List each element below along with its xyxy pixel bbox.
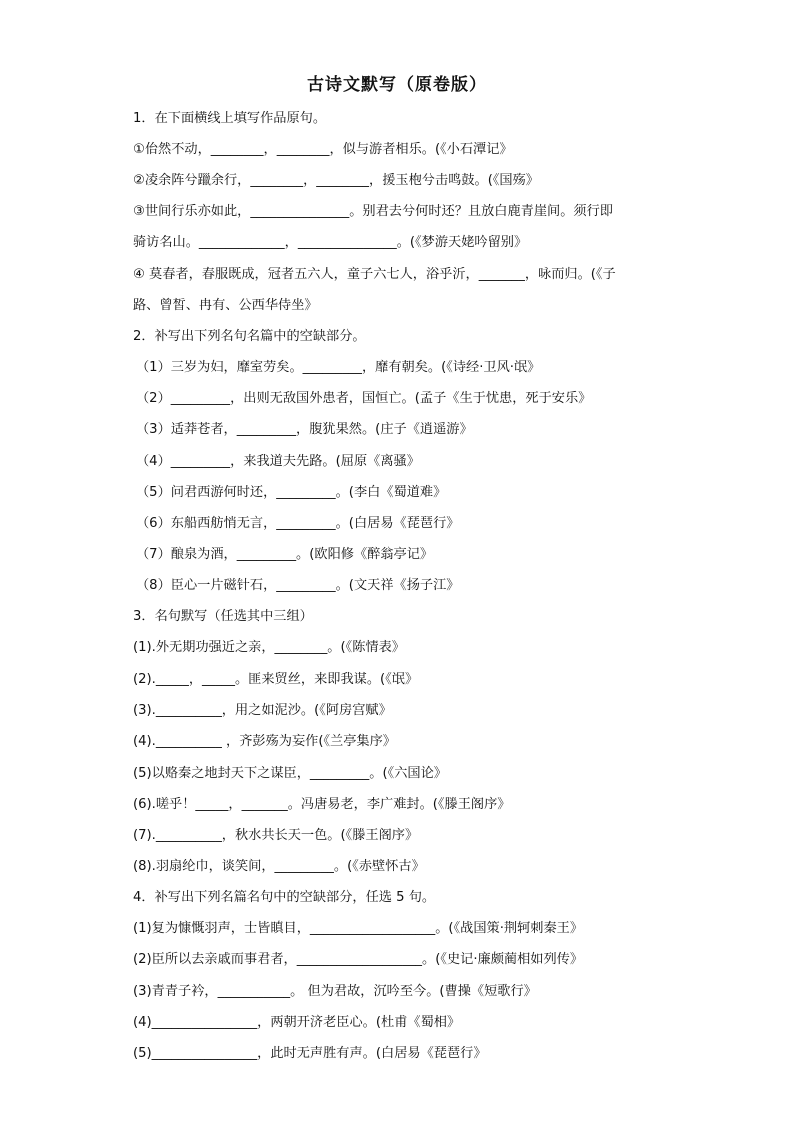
question-1-item-3: ③世间行乐亦如此，_______________。别君去兮何时还？且放白鹿青崖间。须行即 bbox=[133, 204, 613, 219]
question-4-item-3: (3)青青子衿，___________。 但为君故，沉吟至今。(曹操《短歌行》 bbox=[133, 984, 537, 999]
question-1-item-2: ②凌余阵兮躐余行，________，________，援玉枹兮击鸣鼓。(《国殇》 bbox=[133, 173, 539, 188]
question-1-item-1: ①佁然不动，________，________，似与游者相乐。(《小石潭记》 bbox=[133, 142, 513, 157]
question-4-item-5: (5)________________，此时无声胜有声。(白居易《琵琶行》 bbox=[133, 1046, 487, 1061]
question-2-heading: 2．补写出下列名句名篇中的空缺部分。 bbox=[133, 329, 366, 344]
question-4-item-1: (1)复为慷慨羽声，士皆瞋目，___________________。(《战国策·荆轲刺秦王》 bbox=[133, 921, 584, 936]
question-4-item-2: (2)臣所以去亲戚而事君者，___________________。(《史记·廉颇蔺相如列传》 bbox=[133, 952, 584, 967]
question-1-item-4-cont: 路、曾皙、冉有、公西华侍坐》 bbox=[133, 298, 318, 313]
question-1-item-3-cont: 骑访名山。_____________，_______________。(《梦游天姥吟留别》 bbox=[133, 235, 528, 250]
question-3-item-4: (4).__________ ，齐彭殇为妄作(《兰亭集序》 bbox=[133, 734, 396, 749]
question-1-heading: 1．在下面横线上填写作品原句。 bbox=[133, 111, 327, 126]
question-1-item-4: ④ 莫春者，春服既成，冠者五六人，童子六七人，浴乎沂，_______，咏而归。(《子 bbox=[133, 267, 616, 282]
question-3-item-6: (6).嗟乎！_____，_______。冯唐易老，李广难封。(《滕王阁序》 bbox=[133, 797, 511, 812]
question-2-item-7: （7）酿泉为酒，_________。(欧阳修《醉翁亭记》 bbox=[136, 547, 434, 562]
question-2-item-4: （4）_________，来我道夫先路。(屈原《离骚》 bbox=[136, 454, 420, 469]
question-3-item-1: (1).外无期功强近之亲，________。(《陈情表》 bbox=[133, 640, 405, 655]
question-2-item-5: （5）问君西游何时还，_________。(李白《蜀道难》 bbox=[136, 485, 447, 500]
question-3-item-2: (2)._____，_____。匪来贸丝，来即我谋。(《氓》 bbox=[133, 672, 419, 687]
question-3-item-8: (8).羽扇纶巾，谈笑间，_________。(《赤壁怀古》 bbox=[133, 859, 425, 874]
question-2-item-1: （1）三岁为妇，靡室劳矣。_________，靡有朝矣。(《诗经·卫风·氓》 bbox=[136, 360, 541, 375]
question-3-heading: 3．名句默写（任选其中三组） bbox=[133, 609, 313, 624]
question-2-item-3: （3）适莽苍者，_________，腹犹果然。(庄子《逍遥游》 bbox=[136, 422, 473, 437]
question-2-item-8: （8）臣心一片磁针石，_________。(文天祥《扬子江》 bbox=[136, 578, 460, 593]
question-3-item-3: (3).__________，用之如泥沙。(《阿房宫赋》 bbox=[133, 703, 392, 718]
question-3-item-5: (5)以赂秦之地封天下之谋臣，_________。(《六国论》 bbox=[133, 766, 447, 781]
question-2-item-2: （2）_________，出则无敌国外患者，国恒亡。(孟子《生于忧患，死于安乐》 bbox=[136, 391, 592, 406]
page-title: 古诗文默写（原卷版） bbox=[307, 75, 487, 95]
question-3-item-7: (7).__________，秋水共长天一色。(《滕王阁序》 bbox=[133, 828, 419, 843]
question-4-item-4: (4)________________，两朝开济老臣心。(杜甫《蜀相》 bbox=[133, 1015, 461, 1030]
question-2-item-6: （6）东船西舫悄无言，_________。(白居易《琵琶行》 bbox=[136, 516, 460, 531]
question-4-heading: 4．补写出下列名篇名句中的空缺部分，任选 5 句。 bbox=[133, 890, 436, 905]
